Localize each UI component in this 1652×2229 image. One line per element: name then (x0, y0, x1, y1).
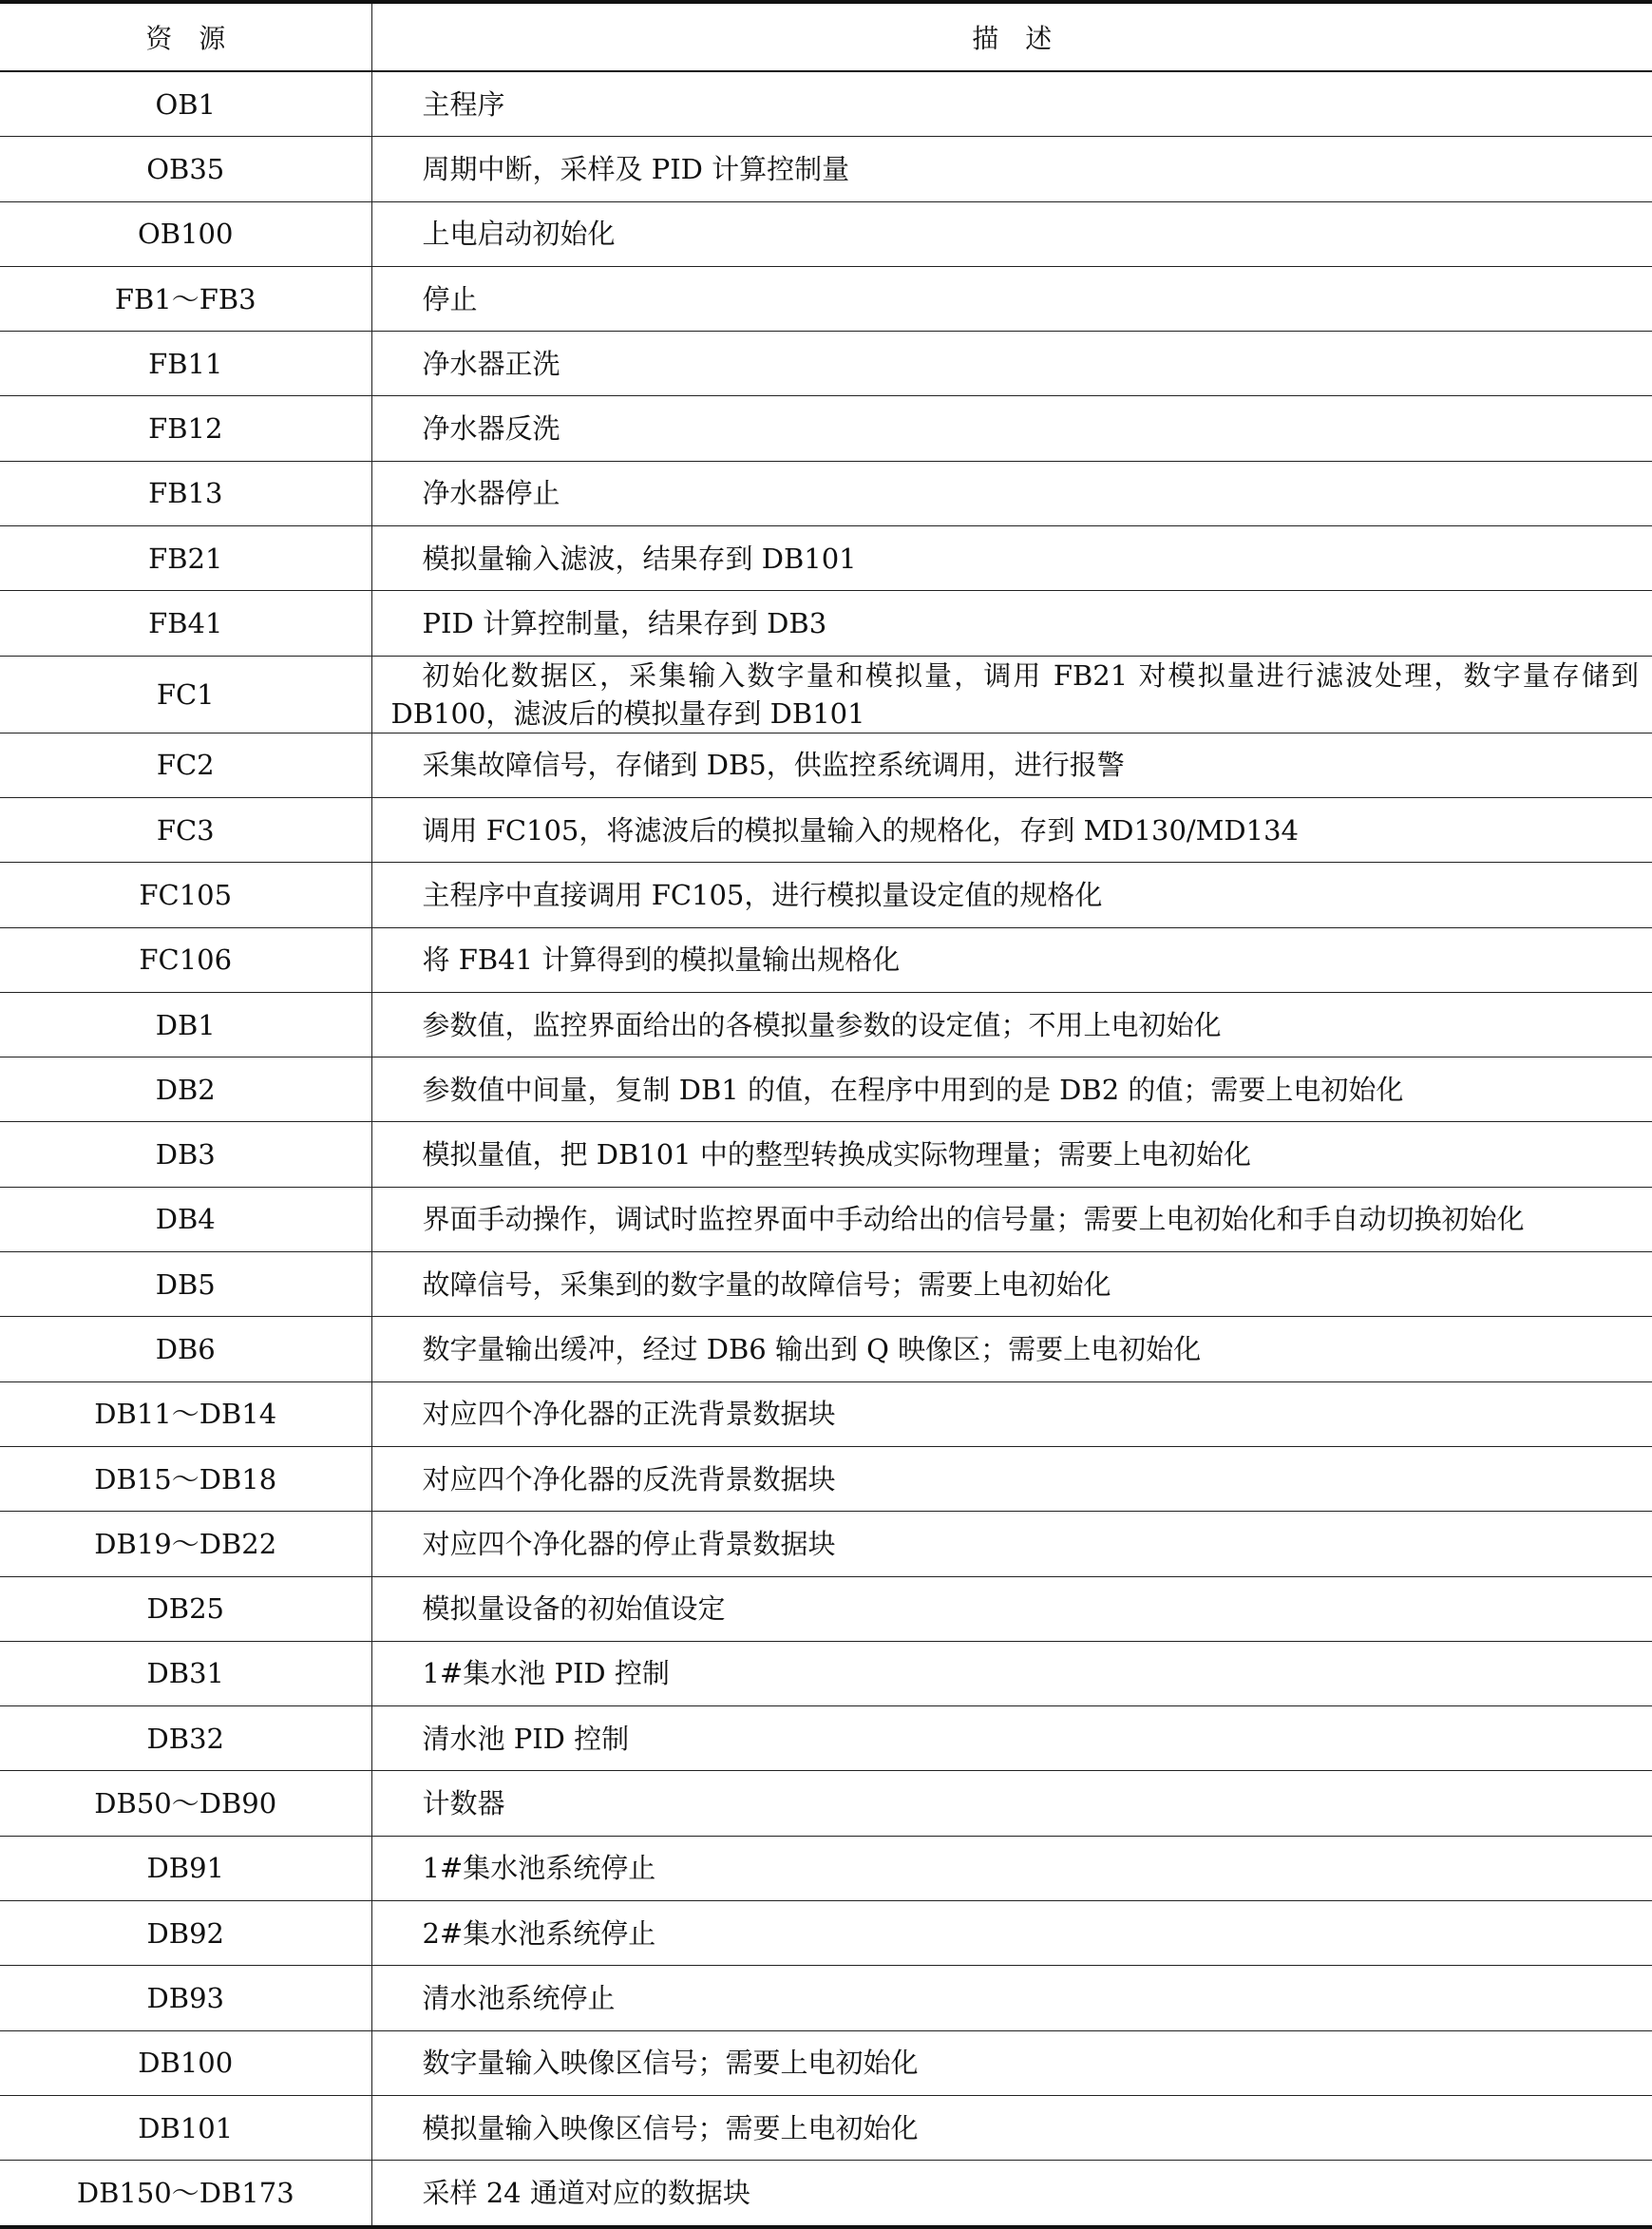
header-resource: 资 源 (0, 2, 371, 71)
resource-cell: DB50～DB90 (0, 1771, 371, 1836)
table-row (0, 2030, 1652, 2095)
description-cell: 参数值中间量，复制 DB1 的值，在程序中用到的是 DB2 的值；需要上电初始化 (371, 1057, 1652, 1122)
resource-cell: FB21 (0, 526, 371, 591)
resource-cell: DB4 (0, 1187, 371, 1251)
table-row (0, 137, 1652, 201)
description-cell: 计数器 (371, 1771, 1652, 1836)
description-cell: 对应四个净化器的停止背景数据块 (371, 1512, 1652, 1576)
description-cell: 采样 24 通道对应的数据块 (371, 2161, 1652, 2227)
table-row (0, 1966, 1652, 2030)
table-row (0, 992, 1652, 1057)
description-cell: 净水器正洗 (371, 332, 1652, 396)
table-row (0, 2095, 1652, 2160)
resource-cell: DB101 (0, 2095, 371, 2160)
table-row (0, 591, 1652, 656)
table-row (0, 656, 1652, 733)
resource-cell: DB15～DB18 (0, 1446, 371, 1511)
table-row (0, 332, 1652, 396)
resource-cell: DB6 (0, 1317, 371, 1381)
description-cell: 将 FB41 计算得到的模拟量输出规格化 (371, 927, 1652, 992)
description-cell: 参数值，监控界面给出的各模拟量参数的设定值；不用上电初始化 (371, 992, 1652, 1057)
table-row (0, 201, 1652, 266)
resource-cell: DB32 (0, 1706, 371, 1771)
table-row (0, 797, 1652, 862)
description-cell: 调用 FC105，将滤波后的模拟量输入的规格化，存到 MD130/MD134 (371, 797, 1652, 862)
resource-cell: FC106 (0, 927, 371, 992)
description-cell: 清水池 PID 控制 (371, 1706, 1652, 1771)
table-row (0, 1771, 1652, 1836)
resource-cell: DB150～DB173 (0, 2161, 371, 2227)
description-cell: 上电启动初始化 (371, 201, 1652, 266)
table-row (0, 1706, 1652, 1771)
table-row (0, 1187, 1652, 1251)
table-row (0, 1057, 1652, 1122)
table-row (0, 461, 1652, 525)
table-row (0, 863, 1652, 927)
resource-cell: DB93 (0, 1966, 371, 2030)
resource-cell: FB13 (0, 461, 371, 525)
resource-cell: DB31 (0, 1641, 371, 1705)
description-cell: 对应四个净化器的反洗背景数据块 (371, 1446, 1652, 1511)
table-header (0, 2, 1652, 71)
resource-cell: FC1 (0, 656, 371, 733)
resource-cell: DB11～DB14 (0, 1381, 371, 1446)
resource-cell: DB1 (0, 992, 371, 1057)
table-row (0, 1641, 1652, 1705)
description-cell: 1#集水池系统停止 (371, 1836, 1652, 1900)
description-cell: 停止 (371, 266, 1652, 331)
resource-cell: OB35 (0, 137, 371, 201)
resource-cell: DB100 (0, 2030, 371, 2095)
resource-cell: OB1 (0, 71, 371, 137)
table-row (0, 1901, 1652, 1966)
table-row (0, 526, 1652, 591)
table-body (0, 71, 1652, 2227)
table-row (0, 1576, 1652, 1641)
resource-cell: DB5 (0, 1252, 371, 1317)
description-cell: PID 计算控制量，结果存到 DB3 (371, 591, 1652, 656)
table-row (0, 266, 1652, 331)
table-row (0, 927, 1652, 992)
table-row (0, 1252, 1652, 1317)
resource-cell: FC105 (0, 863, 371, 927)
table-row (0, 2161, 1652, 2227)
description-cell: 模拟量输入映像区信号；需要上电初始化 (371, 2095, 1652, 2160)
description-cell: 模拟量值，把 DB101 中的整型转换成实际物理量；需要上电初始化 (371, 1122, 1652, 1187)
table-row (0, 1836, 1652, 1900)
table-row (0, 396, 1652, 461)
description-cell: 模拟量设备的初始值设定 (371, 1576, 1652, 1641)
resource-cell: DB3 (0, 1122, 371, 1187)
description-cell: 初始化数据区，采集输入数字量和模拟量，调用 FB21 对模拟量进行滤波处理，数字量存储到 DB100，滤波后的模拟量存到 DB101 (371, 656, 1652, 733)
resource-cell: DB25 (0, 1576, 371, 1641)
resource-cell: FB41 (0, 591, 371, 656)
resource-cell: DB91 (0, 1836, 371, 1900)
description-cell: 采集故障信号，存储到 DB5，供监控系统调用，进行报警 (371, 733, 1652, 797)
table-row (0, 1317, 1652, 1381)
resource-cell: FB12 (0, 396, 371, 461)
description-cell: 模拟量输入滤波，结果存到 DB101 (371, 526, 1652, 591)
resource-cell: FC3 (0, 797, 371, 862)
description-cell: 界面手动操作，调试时监控界面中手动给出的信号量；需要上电初始化和手自动切换初始化 (371, 1187, 1652, 1251)
table-row (0, 1381, 1652, 1446)
header-description: 描 述 (371, 2, 1652, 71)
description-cell: 净水器反洗 (371, 396, 1652, 461)
resource-cell: OB100 (0, 201, 371, 266)
description-cell: 主程序 (371, 71, 1652, 137)
description-cell: 2#集水池系统停止 (371, 1901, 1652, 1966)
description-cell: 1#集水池 PID 控制 (371, 1641, 1652, 1705)
description-cell: 周期中断，采样及 PID 计算控制量 (371, 137, 1652, 201)
description-cell: 数字量输出缓冲，经过 DB6 输出到 Q 映像区；需要上电初始化 (371, 1317, 1652, 1381)
resource-cell: DB92 (0, 1901, 371, 1966)
description-cell: 故障信号，采集到的数字量的故障信号；需要上电初始化 (371, 1252, 1652, 1317)
resource-cell: DB2 (0, 1057, 371, 1122)
table-row (0, 1512, 1652, 1576)
table-row (0, 1446, 1652, 1511)
description-cell: 数字量输入映像区信号；需要上电初始化 (371, 2030, 1652, 2095)
header-row (0, 2, 1652, 71)
resource-cell: FC2 (0, 733, 371, 797)
table-row (0, 71, 1652, 137)
description-cell: 对应四个净化器的正洗背景数据块 (371, 1381, 1652, 1446)
description-cell: 主程序中直接调用 FC105，进行模拟量设定值的规格化 (371, 863, 1652, 927)
table-row (0, 733, 1652, 797)
description-cell: 净水器停止 (371, 461, 1652, 525)
resource-cell: DB19～DB22 (0, 1512, 371, 1576)
table-row (0, 1122, 1652, 1187)
resource-cell: FB1～FB3 (0, 266, 371, 331)
resource-cell: FB11 (0, 332, 371, 396)
description-cell: 清水池系统停止 (371, 1966, 1652, 2030)
